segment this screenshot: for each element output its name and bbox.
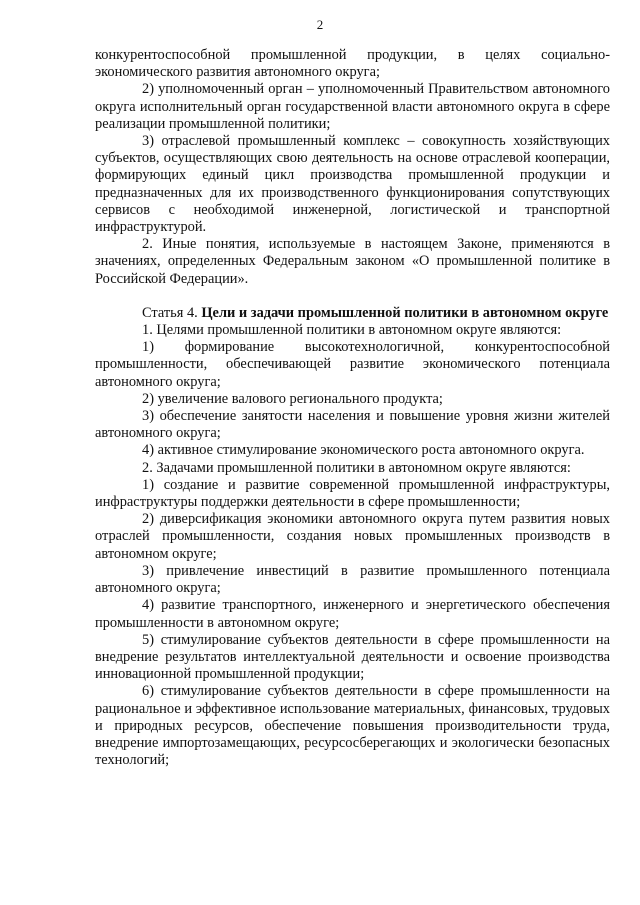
paragraph: 3) отраслевой промышленный комплекс – совокупность хозяйствующих субъектов, осуществляющих свою деятельность на основе отраслевой кооперации, формирующих единый цикл производства промышленной продукции и предназначенных для их производственного функционирования сопутствующих сервисов с необходимой инженерной, логистической и транспортной инфраструктурой. — [95, 133, 610, 236]
article-title: Цели и задачи промышленной политики в автономном округе — [201, 304, 609, 321]
paragraph: 5) стимулирование субъектов деятельности в сфере промышленности на внедрение результатов интеллектуальной деятельности и освоение производства инновационной промышленной продукции; — [95, 631, 610, 683]
paragraph: 2) уполномоченный орган – уполномоченный Правительством автономного округа исполнительный орган государственной власти автономного округа в сфере реализации промышленной политики; — [95, 81, 610, 132]
paragraph: 4) активное стимулирование экономического роста автономного округа. — [142, 442, 585, 459]
paragraph: 4) развитие транспортного, инженерного и энергетического обеспечения промышленности в автономном округе; — [95, 597, 610, 631]
paragraph: 1. Целями промышленной политики в автономном округе являются: — [142, 322, 562, 339]
paragraph: 6) стимулирование субъектов деятельности в сфере промышленности на рациональное и эффективное использование материальных, финансовых, трудовых и природных ресурсов, обеспечение повышения производительности труда, внедрение импортозамещающих, ресурсосберегающих и экологически безопасных технологий; — [95, 683, 610, 769]
paragraph: 1) создание и развитие современной промышленной инфраструктуры, инфраструктуры поддержки деятельности в сфере промышленности; — [95, 476, 610, 511]
article-heading — [95, 305, 610, 322]
paragraph: 3) обеспечение занятости населения и повышение уровня жизни жителей автономного округа; — [95, 408, 610, 442]
spacer — [95, 288, 610, 305]
paragraph: 2. Иные понятия, используемые в настоящем Законе, применяются в значениях, определенных Федеральным законом «О промышленной политике в Российской Федерации». — [95, 236, 610, 287]
paragraph: конкурентоспособной промышленной продукции, в целях социально-экономического развития автономного округа; — [95, 47, 610, 81]
paragraph: 2) увеличение валового регионального продукта; — [142, 390, 443, 407]
paragraph: 2. Задачами промышленной политики в автономном округе являются: — [142, 459, 571, 476]
document-body — [95, 47, 610, 769]
paragraph: 1) формирование высокотехнологичной, конкурентоспособной промышленности, обеспечивающей развитие экономического потенциала автономного округа; — [95, 339, 610, 390]
page-number: 2 — [316, 17, 324, 32]
paragraph: 2) диверсификация экономики автономного округа путем развития новых отраслей промышленности, создания новых промышленных производств в автономном округе; — [95, 511, 610, 562]
paragraph: 3) привлечение инвестиций в развитие промышленного потенциала автономного округа; — [95, 562, 610, 597]
article-prefix: Статья 4. — [142, 304, 202, 321]
